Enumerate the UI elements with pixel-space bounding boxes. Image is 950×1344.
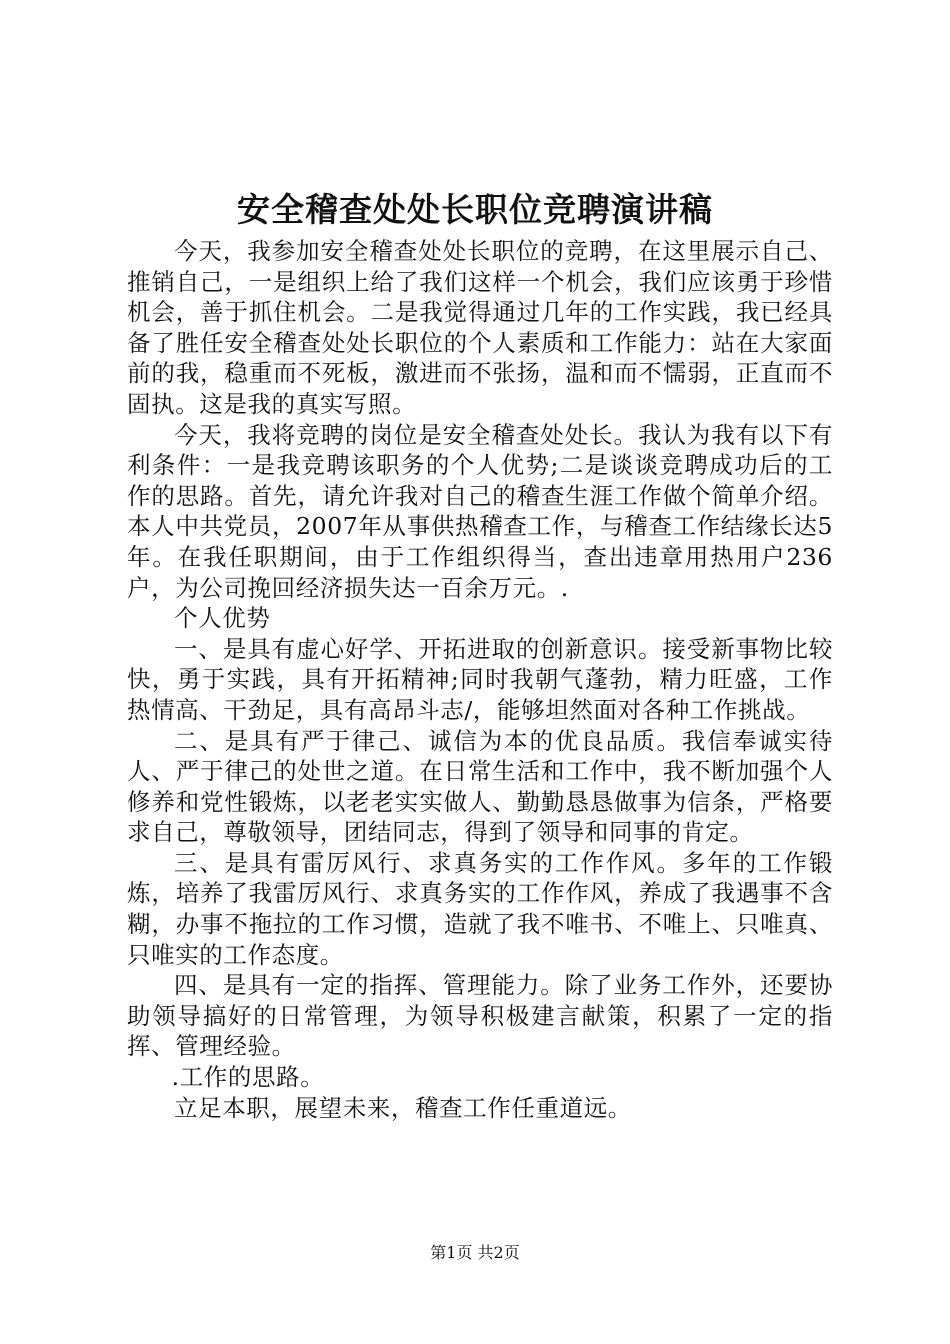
paragraph-advantage-3: 三、是具有雷厉风行、求真务实的工作作风。多年的工作锻炼，培养了我雷厉风行、求真务实的工作作风，养成了我遇事不含糊，办事不拖拉的工作习惯，造就了我不唯书、不唯上、只唯真、只唯实的工作态度。 <box>127 848 833 969</box>
section-heading-advantages: 个人优势 <box>174 604 271 633</box>
paragraph-intro: 今天，我参加安全稽查处处长职位的竞聘，在这里展示自己、推销自己，一是组织上给了我们这样一个机会，我们应该勇于珍惜机会，善于抓住机会。二是我觉得通过几年的工作实践，我已经具备了胜任安全稽查处处长职位的个人素质和工作能力：站在大家面前的我，稳重而不死板，激进而不张扬，温和而不懦弱，正直而不固执。这是我的真实写照。 <box>127 237 833 418</box>
paragraph-advantage-4: 四、是具有一定的指挥、管理能力。除了业务工作外，还要协助领导搞好的日常管理，为领导积极建言献策，积累了一定的指挥、管理经验。 <box>127 971 833 1061</box>
paragraph-advantage-2: 二、是具有严于律己、诚信为本的优良品质。我信奉诚实待人、严于律己的处世之道。在日常生活和工作中，我不断加强个人修养和党性锻炼，以老老实实做人、勤勤恳恳做事为信条，严格要求自己，尊敬领导，团结同志，得到了领导和同事的肯定。 <box>127 726 833 847</box>
document-title: 安全稽查处处长职位竞聘演讲稿 <box>237 190 713 229</box>
paragraph-advantage-1: 一、是具有虚心好学、开拓进取的创新意识。接受新事物比较快，勇于实践，具有开拓精神;同时我朝气蓬勃，精力旺盛，工作热情高、干劲足，具有高昂斗志/，能够坦然面对各种工作挑战。 <box>127 634 833 724</box>
document-body <box>127 236 833 1123</box>
paragraph-closing: 立足本职，展望未来，稽查工作任重道远。 <box>174 1093 632 1122</box>
paragraph-position: 今天，我将竞聘的岗位是安全稽查处处长。我认为我有以下有利条件：一是我竞聘该职务的个人优势;二是谈谈竞聘成功后的工作的思路。首先，请允许我对自己的稽查生涯工作做个简单介绍。本人中共党员，2007年从事供热稽查工作，与稽查工作结缘长达5年。在我任职期间，由于工作组织得当，查出违章用热用户236户，为公司挽回经济损失达一百余万元。. <box>127 420 833 602</box>
section-heading-work-ideas: .工作的思路。 <box>171 1063 325 1092</box>
page-footer: 第1页 共2页 <box>430 1243 520 1262</box>
